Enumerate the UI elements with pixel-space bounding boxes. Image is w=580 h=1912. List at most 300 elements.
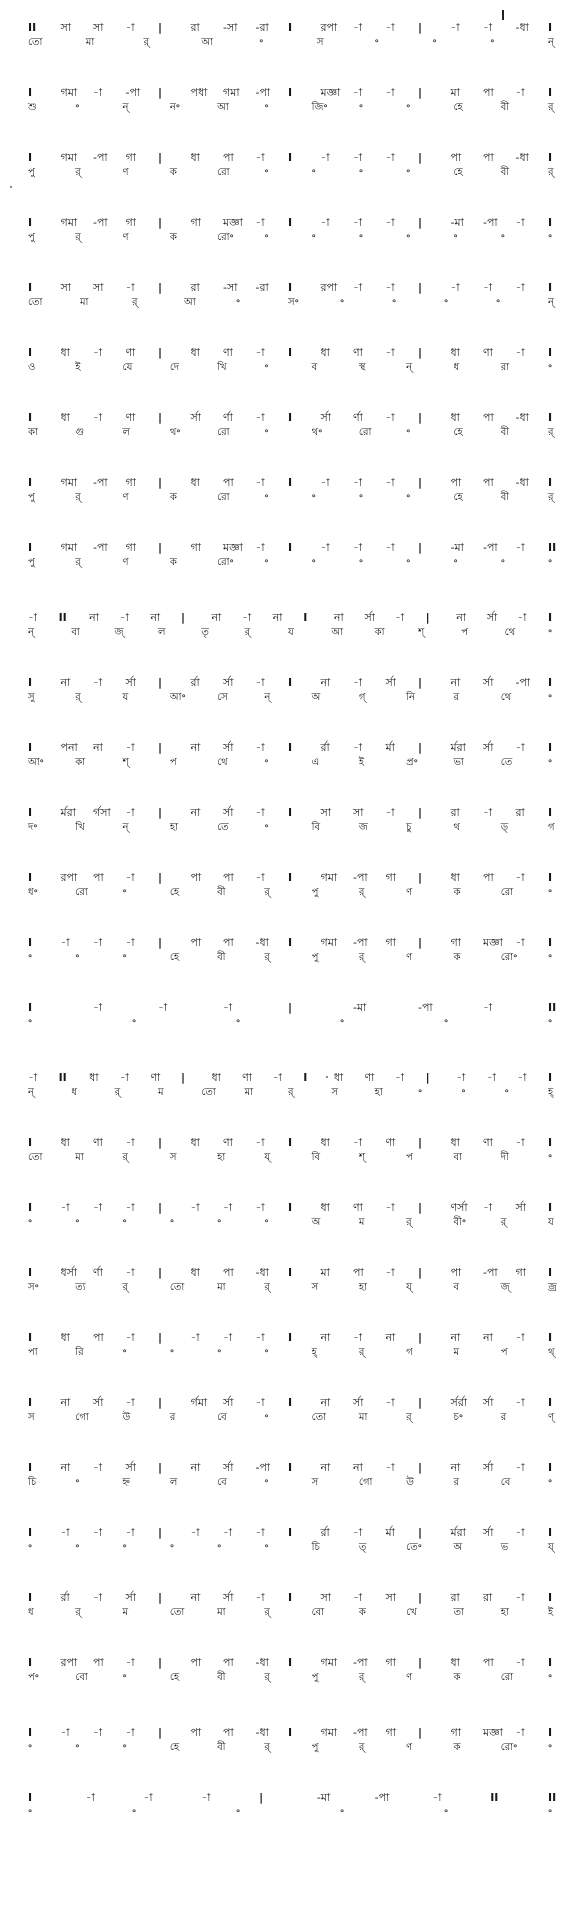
lyric-token: ভা [453,757,464,768]
swara-token: -া [93,676,103,689]
lyric-token: থ্ [548,1347,555,1358]
barline: | [158,411,163,424]
lyric-token: ॰ [264,492,269,503]
lyric-token: বে [217,1412,227,1423]
lyric-token: জ্ [500,1282,510,1293]
lyric-token: ণ [122,492,129,503]
notation-stanza [0,475,580,515]
swara-token: -া [125,806,135,819]
lyric-token: ॰ [122,1217,127,1228]
scan-speck [326,1076,328,1078]
swara-token: না [353,1461,363,1474]
lyric-token: গো [75,1412,89,1423]
lyric-token: র্ [264,1282,270,1293]
lyric-token: রো॰ [217,557,234,568]
lyric-token: ই [548,1607,554,1618]
lyric-token: স [316,37,324,48]
swara-token: র্সা [125,1461,136,1474]
barline: II [58,1071,67,1084]
lyric-token: ॰ [358,492,364,503]
barline: I [548,1331,553,1344]
lyric-token: ॰ [75,1217,80,1228]
lyric-token: রো॰ [217,232,234,243]
swara-token: গমা [223,86,240,99]
lyric-token: ই [358,757,365,768]
swara-token: -া [60,1526,70,1539]
lyric-line [0,165,580,183]
lyric-token: ॰ [236,297,241,308]
lyric-line [0,1015,580,1033]
swara-token: -া [93,86,103,99]
lyric-token: হে [169,1672,180,1683]
lyric-token: ণ [406,1742,413,1753]
barline: | [158,541,163,554]
barline: I [28,1591,33,1604]
swara-token: -া [125,1331,135,1344]
swara-token: র্সা [483,741,494,754]
lyric-token: দ॰ [28,822,38,833]
lyric-token: স॰ [288,297,299,308]
lyric-token: পু [28,557,35,568]
barline: I [548,1136,553,1149]
swara-token: -া [255,871,265,884]
lyric-token: ॰ [28,1807,33,1818]
barline: I [288,1136,293,1149]
lyric-token: বো [75,1672,88,1683]
swara-token: -া [353,151,363,164]
lyric-token: ন্ [122,102,129,113]
lyric-token: মা [85,37,95,48]
swara-token: না [60,676,71,689]
swara-token: সা [93,21,104,34]
swara-token: -া [515,1726,525,1739]
swara-token: -া [515,1591,525,1604]
swara-token: -পা [374,1791,390,1804]
swara-token: -া [385,21,395,34]
lyric-token: ॰ [548,232,553,243]
lyric-token: র্ [114,1087,121,1098]
swara-token: ধা [320,1201,330,1214]
swara-token: -া [483,1001,493,1014]
barline: I [288,676,293,689]
swara-token: পা [93,1331,104,1344]
barline: I [548,936,553,949]
swara-token: -া [456,1071,466,1084]
swara-token: -া [255,1396,265,1409]
swara-token: ধা [60,1331,70,1344]
lyric-token: হে [169,887,180,898]
barline: | [158,216,163,229]
barline: I [288,21,293,34]
swara-token: র্সা [223,676,234,689]
swara-token: -া [515,936,525,949]
barline: I [548,151,553,164]
swara-token: ধা [450,346,460,359]
lyric-token: ন্ [264,692,271,703]
swara-token: গমা [60,151,78,164]
lyric-token: বী [217,952,226,963]
swara-token: -া [190,1526,200,1539]
swara-token: পা [223,1726,234,1739]
barline: | [418,346,423,359]
barline: | [158,1201,163,1214]
swara-token: না [320,1396,331,1409]
swara-token: ণা [483,346,493,359]
swara-token: -া [517,1071,527,1084]
lyric-token: ॰ [340,1807,345,1818]
barline: I [28,1526,33,1539]
swara-token: গা [125,216,136,229]
lyric-token: পা [28,1347,38,1358]
lyric-line [0,1740,580,1758]
lyric-token: র [169,1412,176,1423]
swara-token: -ধা [515,151,529,164]
swara-token: পা [483,1656,494,1669]
swara-token: -া [85,1791,95,1804]
swara-token: না [483,1331,493,1344]
barline: | [418,151,423,164]
swara-token: -া [223,1001,233,1014]
barline: II [548,541,557,554]
lyric-token: রো [75,887,88,898]
lyric-token: রো [217,427,230,438]
barline: I [28,216,33,229]
swara-token: গমা [320,1656,338,1669]
swara-token: -া [255,741,265,754]
lyric-token: ॰ [548,1017,553,1028]
lyric-token: হা [169,822,178,833]
lyric-token: ॰ [311,557,316,568]
swara-token: না [320,676,331,689]
swara-token: পা [450,151,462,164]
notation-stanza [0,1655,580,1695]
barline: I [28,936,33,949]
lyric-token: ॰ [217,1217,222,1228]
lyric-token: ॰ [406,167,411,178]
barline: I [548,411,553,424]
swara-token: গা [515,1266,526,1279]
lyric-token: ॰ [490,37,495,48]
lyric-token: বা [453,1152,462,1163]
lyric-token: র্ [132,297,138,308]
lyric-token: ॰ [548,757,553,768]
lyric-token: ॰ [75,952,80,963]
lyric-token: মা [217,1607,226,1618]
lyric-token: ॰ [28,952,33,963]
lyric-token: ॰ [548,887,553,898]
barline: I [28,1001,33,1014]
swara-token: -ধা [255,1726,269,1739]
lyric-token: ॰ [358,557,364,568]
lyric-token: থ॰ [169,427,181,438]
swara-token: সা [320,806,331,819]
lyric-token: ॰ [28,1742,33,1753]
swara-token: -া [515,1656,525,1669]
swara-token: -ধা [255,1266,269,1279]
lyric-token: ণ্ [548,1412,555,1423]
notation-stanza [0,1395,580,1435]
lyric-token: ॰ [548,557,553,568]
barline: | [158,1461,163,1474]
lyric-token: ॰ [444,297,449,308]
swara-token: -া [353,1331,363,1344]
swara-token: ণা [242,1071,252,1084]
lyric-token: আ [331,627,343,638]
barline: II [548,1001,557,1014]
swara-token: র্সা [483,1526,494,1539]
lyric-token: ॰ [444,1807,449,1818]
swara-token: -া [223,1526,233,1539]
swara-token: গমা [60,541,78,554]
swara-token: -া [353,281,363,294]
lyric-token: ক [453,887,461,898]
barline: I [28,1331,33,1344]
swara-token: র্রা [190,676,200,689]
notation-stanza [0,935,580,975]
swara-token: পা [190,936,202,949]
swara-token: -া [143,1791,153,1804]
barline: | [418,86,423,99]
swara-token: -া [255,1201,265,1214]
lyric-token: র্ [264,1607,270,1618]
swara-token: রপা [60,871,78,884]
swara-token: ধা [190,151,200,164]
swara-token: -া [515,1396,525,1409]
swara-token: -া [517,611,527,624]
swara-token: -রা [255,281,269,294]
lyric-token: খি [75,822,85,833]
swara-token: পা [223,1656,234,1669]
lyric-token: ॰ [122,952,127,963]
swara-token: সা [320,1591,331,1604]
lyric-token: ॰ [444,1017,449,1028]
barline: | [158,476,163,489]
notation-stanza [0,1525,580,1565]
lyric-token: ড্ [500,822,509,833]
lyric-token: র [453,1477,459,1488]
barline: | [158,806,163,819]
barline: | [418,541,423,554]
swara-token: -া [190,1331,200,1344]
barline: | [158,1591,163,1604]
lyric-token: র্ [75,692,81,703]
swara-token: -া [255,151,265,164]
lyric-token: র্ [75,167,81,178]
barline: | [418,871,423,884]
barline: I [288,1526,293,1539]
swara-token: সা [385,1591,396,1604]
swara-token: -া [119,611,129,624]
barline: I [28,86,33,99]
swara-token: র্সর্রা [450,1396,468,1409]
swara-token: না [190,1461,201,1474]
lyric-token: র্ [244,627,251,638]
lyric-token: থে [500,692,512,703]
lyric-token: ॰ [500,232,505,243]
swara-token: -া [483,806,493,819]
swara-token: -া [125,281,135,294]
lyric-token: তো [28,37,43,48]
swara-token: ধা [450,1656,460,1669]
lyric-token: প্র॰ [406,757,418,768]
lyric-token: তে [500,757,513,768]
swara-token: -া [255,216,265,229]
lyric-token: র্ [548,492,554,503]
lyric-token: রো॰ [500,1742,518,1753]
barline: I [548,871,553,884]
lyric-token: র্ [358,887,365,898]
swara-token: র্ণা [93,1266,103,1279]
lyric-token: ॰ [264,1217,269,1228]
lyric-token: ॰ [548,1477,553,1488]
barline: | [418,1591,423,1604]
lyric-token: তো [28,1152,43,1163]
swara-token: -া [486,1071,496,1084]
lyric-token: বী [500,427,510,438]
lyric-token: ॰ [75,1542,80,1553]
lyric-token: ধ॰ [28,887,38,898]
lyric-token: য্ [264,1152,271,1163]
lyric-token: ॰ [264,167,269,178]
lyric-token: র্ [288,1087,294,1098]
swara-token: না [60,1396,71,1409]
lyric-token: উ [122,1412,131,1423]
swara-token: মা [450,86,460,99]
swara-token: -সা [223,281,238,294]
swara-token: র্সা [190,411,201,424]
lyric-token: প [406,1152,413,1163]
barline: I [303,1071,308,1084]
swara-token: -া [60,936,70,949]
swara-token: গা [190,541,201,554]
swara-token: -া [385,476,395,489]
barline: | [418,21,423,34]
swara-token: -ধা [515,21,529,34]
lyric-token: উ [406,1477,414,1488]
lyric-token: থে [504,627,516,638]
lyric-token: র্ [264,887,270,898]
swara-token: -া [125,1136,135,1149]
swara-token: -া [119,1071,129,1084]
lyric-token: রো [500,1672,514,1683]
lyric-token: কা [28,427,38,438]
swara-token: পা [450,1266,462,1279]
lyric-token: হা [500,1607,509,1618]
swara-token: -পা [483,216,498,229]
lyric-token: আ [217,102,229,113]
swara-token: র্সা [486,611,498,624]
lyric-token: ॰ [406,102,411,113]
barline: II [58,611,67,624]
swara-token: -া [515,86,525,99]
barline: I [288,86,293,99]
swara-token: -া [125,1726,135,1739]
lyric-token: পু [28,232,35,243]
lyric-token: ব [311,362,318,373]
barline: | [158,346,163,359]
lyric-token: রো॰ [500,952,518,963]
lyric-token: য [122,692,129,703]
lyric-token: বি [311,822,321,833]
lyric-token: ॰ [122,1542,127,1553]
lyric-token: য [548,1217,554,1228]
swara-token: ধা [190,1266,200,1279]
swara-token: মজ্ঞা [223,216,243,229]
lyric-token: ॰ [340,297,345,308]
notation-stanza [0,215,580,255]
swara-token: -া [515,871,525,884]
barline: | [418,476,423,489]
barline: I [28,1136,33,1149]
barline: | [418,1726,423,1739]
swara-token: র্সা [483,1461,494,1474]
swara-token: র্মরা [450,1526,466,1539]
swara-token: -া [93,411,103,424]
notation-stanza [0,1000,580,1040]
lyric-token: ॰ [453,557,458,568]
swara-token: পা [483,476,494,489]
lyric-token: বী [217,887,226,898]
notation-stanza [0,805,580,845]
swara-token: র্সা [223,806,234,819]
barline: I [548,1071,553,1084]
barline: | [418,281,423,294]
swara-token: -া [353,1591,363,1604]
lyric-token: ॰ [122,1672,127,1683]
barline: | [418,936,423,949]
lyric-token: ক [453,1672,461,1683]
swara-token: ধা [450,1136,460,1149]
lyric-token: তা [453,1607,464,1618]
lyric-token: খি [217,362,227,373]
swara-token: -া [255,1136,265,1149]
swara-token: -া [353,21,363,34]
lyric-token: আ॰ [28,757,44,768]
barline: I [288,216,293,229]
barline: | [418,411,423,424]
lyric-token: র্ [548,427,554,438]
barline: | [158,151,163,164]
swara-token: র্সা [483,676,494,689]
swara-token: র্সা [320,411,331,424]
lyric-token: তো [201,1087,216,1098]
lyric-token: ল [122,427,130,438]
swara-token: -া [515,1461,525,1474]
lyric-token: অ [453,1542,463,1553]
lyric-token: স [331,1087,338,1098]
barline: I [548,1591,553,1604]
swara-token: -া [255,541,265,554]
lyric-token: পু [28,167,35,178]
swara-token: ণা [223,1136,233,1149]
notation-stanza [0,1200,580,1240]
lyric-line [0,755,580,773]
swara-token: না [190,1591,201,1604]
swara-token: গা [190,216,201,229]
barline: I [28,1461,33,1474]
lyric-token: ॰ [374,37,379,48]
swara-token: -া [385,86,395,99]
swara-token: ণা [385,1136,396,1149]
barline: I [288,1656,293,1669]
swara-token: -া [515,741,525,754]
lyric-token: সু [28,692,35,703]
swara-token: -ধা [515,476,529,489]
barline: I [288,476,293,489]
lyric-line [0,1345,580,1363]
swara-token: গা [125,151,136,164]
barline: I [288,1591,293,1604]
